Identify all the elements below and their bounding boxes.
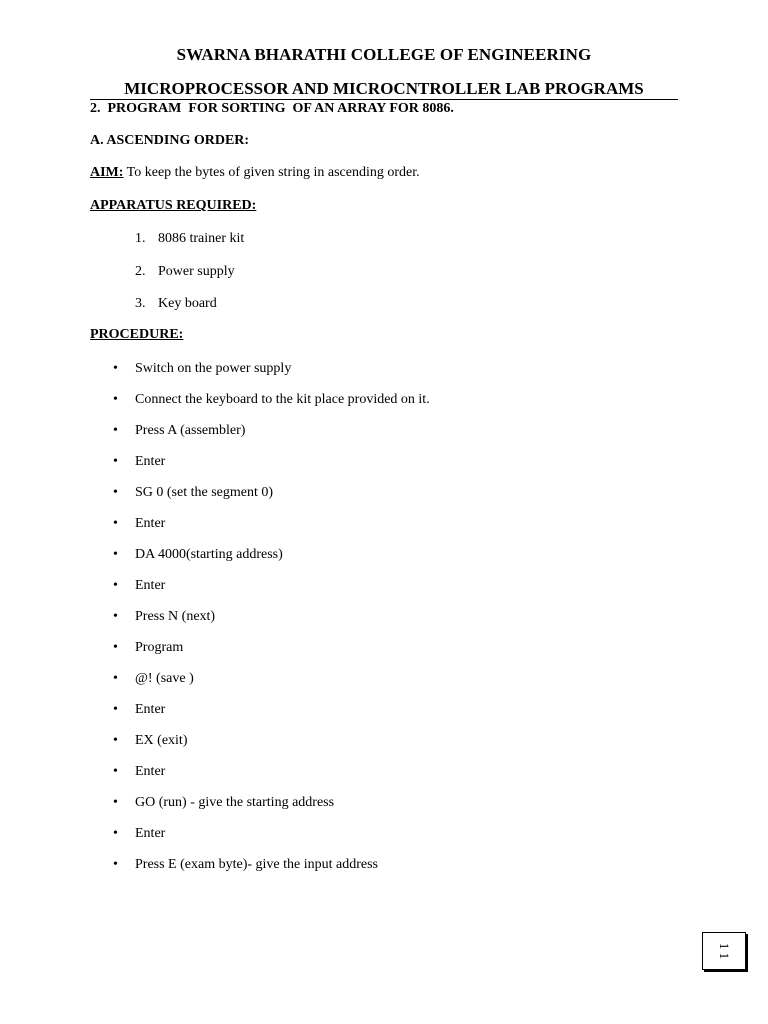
bullet-icon: • [113,640,118,655]
list-item [113,391,430,422]
list-item-text: Press N (next) [135,609,216,624]
bullet-icon: • [113,671,118,686]
apparatus-list [135,230,244,328]
list-item [113,546,430,577]
list-item-text: Enter [135,454,166,469]
list-item [113,670,430,701]
list-item [113,732,430,763]
list-item-text: SG 0 (set the segment 0) [135,485,274,500]
list-item-text: DA 4000(starting address) [135,547,283,562]
bullet-icon: • [113,547,118,562]
bullet-icon: • [113,361,118,376]
list-item [113,856,430,887]
bullet-icon: • [113,423,118,438]
list-item-text: Press E (exam byte)- give the input address [135,857,378,872]
bullet-icon: • [113,795,118,810]
list-item-text: 8086 trainer kit [158,231,245,246]
list-item-text: Enter [135,702,166,717]
list-item [113,515,430,546]
list-item-text: Enter [135,516,166,531]
list-item [113,825,430,856]
list-item [135,295,244,328]
bullet-icon: • [113,485,118,500]
list-item-text: Enter [135,826,166,841]
lab-title-heading: MICROPROCESSOR AND MICROCNTROLLER LAB PROGRAMS [124,79,644,98]
list-item-text: GO (run) - give the starting address [135,795,335,810]
college-name-heading: SWARNA BHARATHI COLLEGE OF ENGINEERING [176,45,592,64]
list-item [113,360,430,391]
procedure-list [113,360,430,887]
bullet-icon: • [113,609,118,624]
list-item-text: Enter [135,578,166,593]
bullet-icon: • [113,702,118,717]
aim-line [90,165,420,181]
list-item-text: Enter [135,764,166,779]
bullet-icon: • [113,857,118,872]
bullet-icon: • [113,392,118,407]
list-item-text: Press A (assembler) [135,423,246,438]
list-item [113,422,430,453]
order-heading: A. ASCENDING ORDER: [90,133,250,148]
bullet-icon: • [113,826,118,841]
list-item [113,794,430,825]
list-item-text: @! (save ) [135,671,194,686]
bullet-icon: • [113,733,118,748]
list-item-text: Connect the keyboard to the kit place provided on it. [135,392,430,407]
list-item-text: Key board [158,296,217,311]
list-item-number: 1. [135,231,146,246]
list-item [113,639,430,670]
list-item-text: Program [135,640,184,655]
bullet-icon: • [113,764,118,779]
bullet-icon: • [113,454,118,469]
list-item [135,263,244,296]
bullet-icon: • [113,578,118,593]
bullet-icon: • [113,516,118,531]
header-rule [90,99,678,100]
list-item [135,230,244,263]
list-item-text: Switch on the power supply [135,361,292,376]
list-item [113,608,430,639]
program-title: 2. PROGRAM FOR SORTING OF AN ARRAY FOR 8086. [90,101,454,116]
list-item [113,453,430,484]
list-item [113,577,430,608]
page-number-box [702,932,746,970]
apparatus-heading: APPARATUS REQUIRED: [90,198,257,213]
list-item [113,763,430,794]
aim-label: AIM: [90,165,124,180]
procedure-heading: PROCEDURE: [90,327,184,342]
list-item-number: 2. [135,263,146,279]
aim-text: To keep the bytes of given string in ascending order. [123,165,420,180]
list-item [113,701,430,732]
list-item-text: Power supply [158,263,235,279]
list-item-text: EX (exit) [135,733,188,748]
page-number: 1 1 [717,942,732,960]
list-item [113,484,430,515]
list-item-number: 3. [135,296,146,311]
